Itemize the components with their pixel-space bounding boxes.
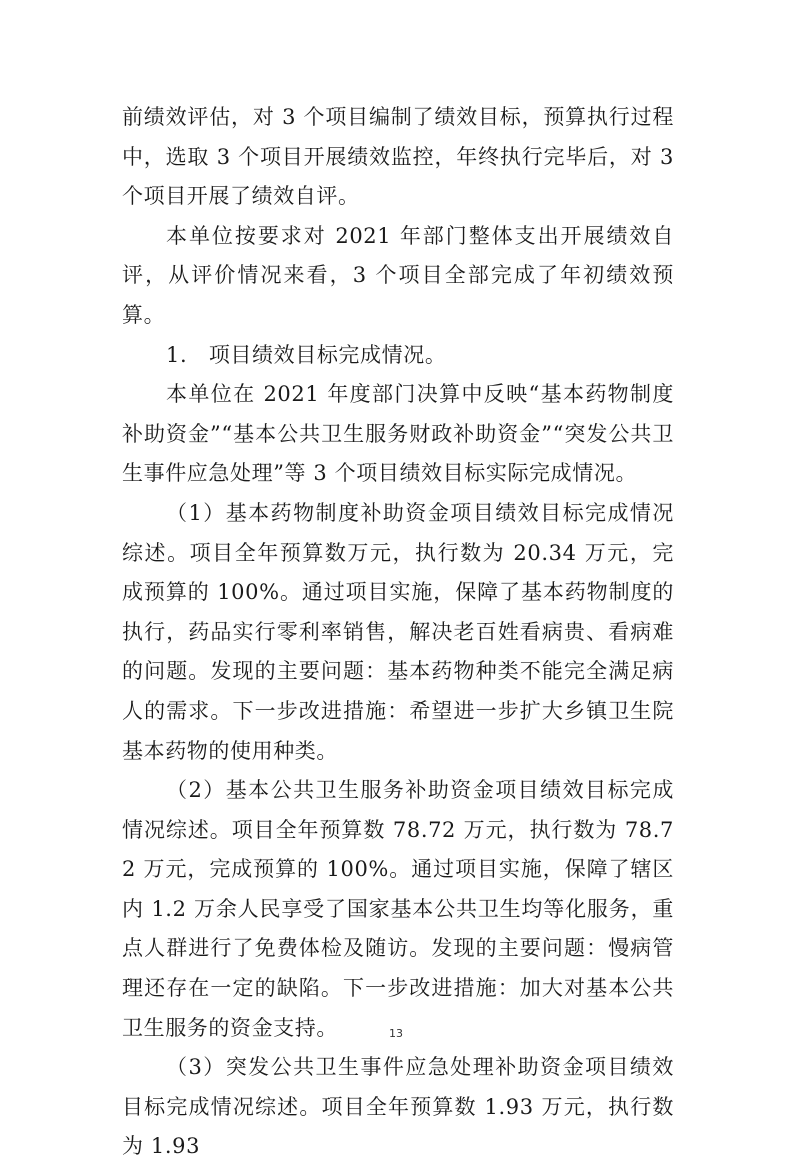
document-body [122,98,674,1167]
paragraph-final-accounts-summary: 本单位在 2021 年度部门决算中反映“基本药物制度补助资金”“基本公共卫生服务财政补助资金”“突发公共卫生事件应急处理”等 3 个项目绩效目标实际完成情况。 [122,382,674,486]
paragraph-item-3-emergency: （3）突发公共卫生事件应急处理补助资金项目绩效目标完成情况综述。项目全年预算数 1.93 万元，执行数为 1.93 [122,1055,674,1159]
paragraph-item-2-public-health: （2）基本公共卫生服务补助资金项目绩效目标完成情况综述。项目全年预算数 78.72 万元，执行数为 78.72 万元，完成预算的 100%。通过项目实施，保障了辖区内 1.2 万余人民享受了国家基本公共卫生均等化服务，重点人群进行了免费体检及随访。发现的主要问题：慢病管理还存在一定的缺陷。下一步改进措施：加大对基本公共卫生服务的资金支持。 [122,778,674,1040]
paragraph-item-1-essential-drugs: （1）基本药物制度补助资金项目绩效目标完成情况综述。项目全年预算数万元，执行数为 20.34 万元，完成预算的 100%。通过项目实施，保障了基本药物制度的执行，药品实行零利率销售，解决老百姓看病贵、看病难的问题。发现的主要问题：基本药物种类不能完全满足病人的需求。下一步改进措施：希望进一步扩大乡镇卫生院基本药物的使用种类。 [122,500,674,763]
paragraph-continued-evaluation: 前绩效评估，对 3 个项目编制了绩效目标，预算执行过程中，选取 3 个项目开展绩效监控，年终执行完毕后，对 3 个项目开展了绩效自评。 [122,105,674,209]
page-number: 13 [389,1027,403,1040]
section-heading-goal-completion: 1. 项目绩效目标完成情况。 [166,342,447,367]
paragraph-overall-self-evaluation: 本单位按要求对 2021 年部门整体支出开展绩效自评，从评价情况来看，3 个项目全部完成了年初绩效预算。 [122,223,674,327]
